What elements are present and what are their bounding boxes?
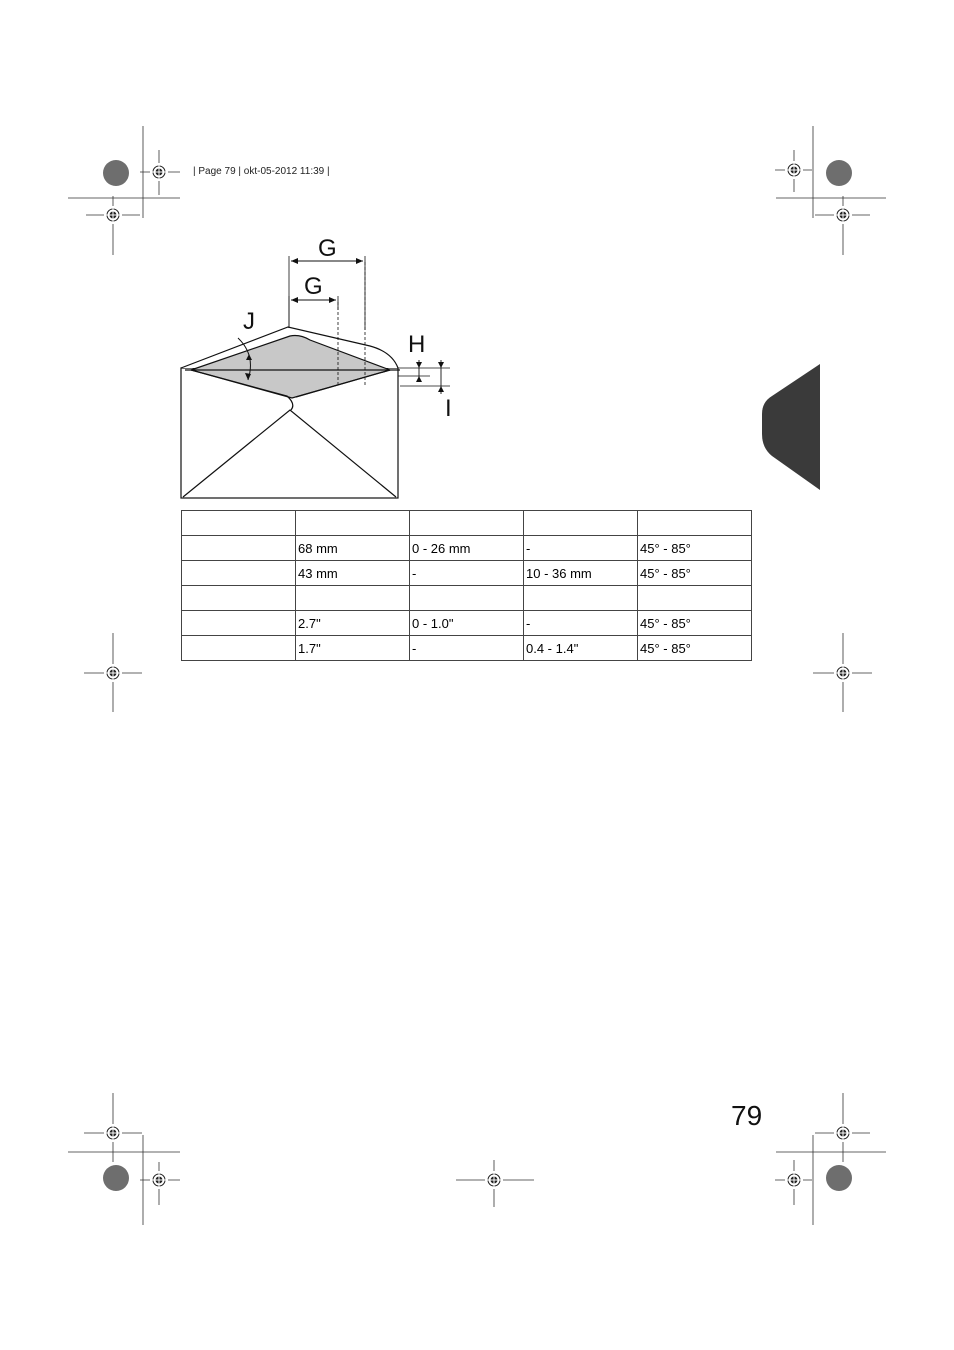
table-cell	[182, 611, 296, 636]
label-j: J	[243, 308, 255, 335]
crosshair-icon	[785, 161, 803, 179]
crosshair-icon	[104, 664, 122, 682]
table-cell	[638, 586, 752, 611]
table-cell: 43 mm	[296, 561, 410, 586]
table-row	[182, 536, 752, 561]
registration-dot-top-left	[103, 160, 129, 186]
table-cell	[182, 536, 296, 561]
table-cell: -	[524, 611, 638, 636]
crosshair-icon	[150, 163, 168, 181]
table-cell: 0 - 26 mm	[410, 536, 524, 561]
table-cell	[638, 511, 752, 536]
envelope-specs-table	[181, 510, 752, 661]
registration-dot-bottom-right	[826, 1165, 852, 1191]
table-cell: 68 mm	[296, 536, 410, 561]
label-g-outer: G	[318, 235, 337, 262]
table-row	[182, 611, 752, 636]
crosshair-icon	[104, 206, 122, 224]
registration-dots	[103, 160, 852, 1191]
crosshair-icon	[834, 206, 852, 224]
crosshair-icon	[834, 1124, 852, 1142]
crosshair-icon	[150, 1171, 168, 1189]
table-cell	[524, 586, 638, 611]
table-cell	[296, 511, 410, 536]
table-cell	[182, 636, 296, 661]
table-row	[182, 561, 752, 586]
registration-dot-top-right	[826, 160, 852, 186]
table-row	[182, 636, 752, 661]
table-cell	[296, 586, 410, 611]
crosshair-icon	[485, 1171, 503, 1189]
crosshair-icon	[785, 1171, 803, 1189]
table-cell: -	[524, 536, 638, 561]
table-cell: 0 - 1.0"	[410, 611, 524, 636]
chapter-tab	[762, 364, 820, 490]
table-cell: 2.7"	[296, 611, 410, 636]
table-cell	[182, 586, 296, 611]
registration-dot-bottom-left	[103, 1165, 129, 1191]
table-row	[182, 586, 752, 611]
label-i: I	[445, 395, 452, 422]
page-number: 79	[731, 1100, 763, 1131]
page-header-text: | Page 79 | okt-05-2012 11:39 |	[193, 166, 330, 177]
crosshair-icon	[104, 1124, 122, 1142]
table-cell: 45° - 85°	[638, 536, 752, 561]
table-cell	[182, 511, 296, 536]
table-cell: 45° - 85°	[638, 611, 752, 636]
crosshair-icon	[834, 664, 852, 682]
table-cell	[524, 511, 638, 536]
table-cell: -	[410, 561, 524, 586]
table-cell	[410, 586, 524, 611]
table-cell: -	[410, 636, 524, 661]
table-cell: 1.7"	[296, 636, 410, 661]
label-h: H	[408, 331, 426, 358]
crosshair-targets	[104, 161, 852, 1189]
table-row	[182, 511, 752, 536]
table-cell: 45° - 85°	[638, 636, 752, 661]
table-cell	[182, 561, 296, 586]
label-g-inner: G	[304, 273, 323, 300]
table-cell: 10 - 36 mm	[524, 561, 638, 586]
table-cell: 45° - 85°	[638, 561, 752, 586]
table-cell	[410, 511, 524, 536]
table-cell: 0.4 - 1.4"	[524, 636, 638, 661]
crop-marks	[68, 126, 886, 1225]
